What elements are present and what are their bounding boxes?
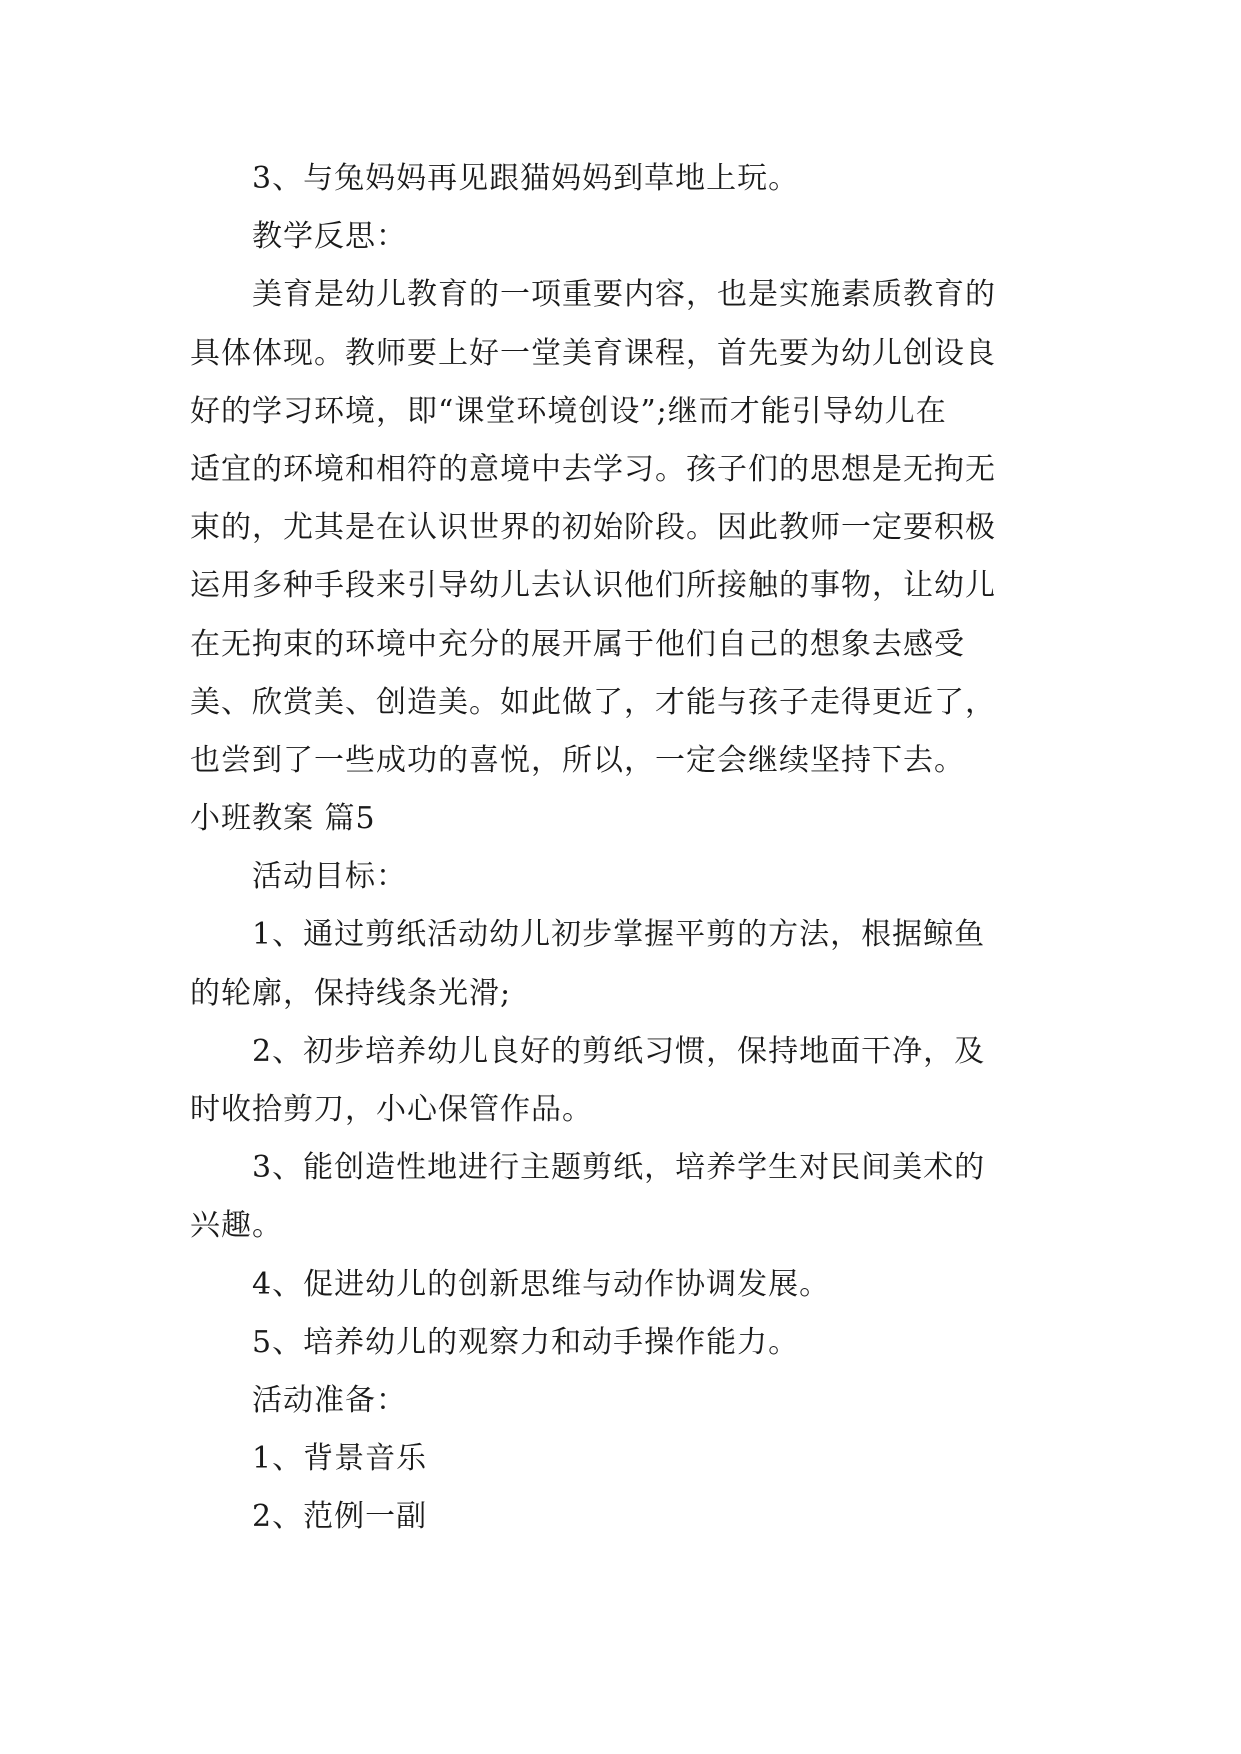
text-line: 具体体现。教师要上好一堂美育课程，首先要为幼儿创设良 [190,335,996,371]
chapter-title: 小班教案 篇5 [190,801,376,837]
text-line: 3、与兔妈妈再见跟猫妈妈到草地上玩。 [252,161,800,196]
text-line: 兴趣。 [190,1208,283,1244]
text-line: 也尝到了一些成功的喜悦，所以，一定会继续坚持下去。 [190,742,965,778]
section-heading: 活动准备： [252,1382,407,1418]
text-line: 美育是幼儿教育的一项重要内容，也是实施素质教育的 [252,277,996,313]
document-page [190,150,1070,1547]
text-line: 4、促进幼儿的创新思维与动作协调发展。 [252,1266,831,1302]
text-line: 美、欣赏美、创造美。如此做了，才能与孩子走得更近了， [190,684,996,720]
text-line: 1、通过剪纸活动幼儿初步掌握平剪的方法，根据鲸鱼 [252,917,986,953]
section-heading: 活动目标： [252,859,407,895]
text-line: 的轮廓，保持线条光滑; [190,975,512,1011]
text-line: 时收拾剪刀，小心保管作品。 [190,1092,593,1127]
text-line: 束的，尤其是在认识世界的初始阶段。因此教师一定要积极 [190,510,996,546]
text-line: 3、能创造性地进行主题剪纸，培养学生对民间美术的 [252,1150,986,1186]
text-line: 好的学习环境，即“课堂环境创设”;继而才能引导幼儿在 [190,393,947,429]
text-line: 在无拘束的环境中充分的展开属于他们自己的想象去感受 [190,626,965,662]
text-line: 适宜的环境和相符的意境中去学习。孩子们的思想是无拘无 [190,451,996,487]
section-heading: 教学反思： [252,219,407,255]
text-line: 2、初步培养幼儿良好的剪纸习惯，保持地面干净，及 [252,1033,986,1069]
text-line: 1、背景音乐 [252,1441,428,1477]
text-line: 2、范例一副 [252,1499,428,1535]
text-line: 5、培养幼儿的观察力和动手操作能力。 [252,1324,800,1360]
text-line: 运用多种手段来引导幼儿去认识他们所接触的事物，让幼儿 [190,568,996,604]
